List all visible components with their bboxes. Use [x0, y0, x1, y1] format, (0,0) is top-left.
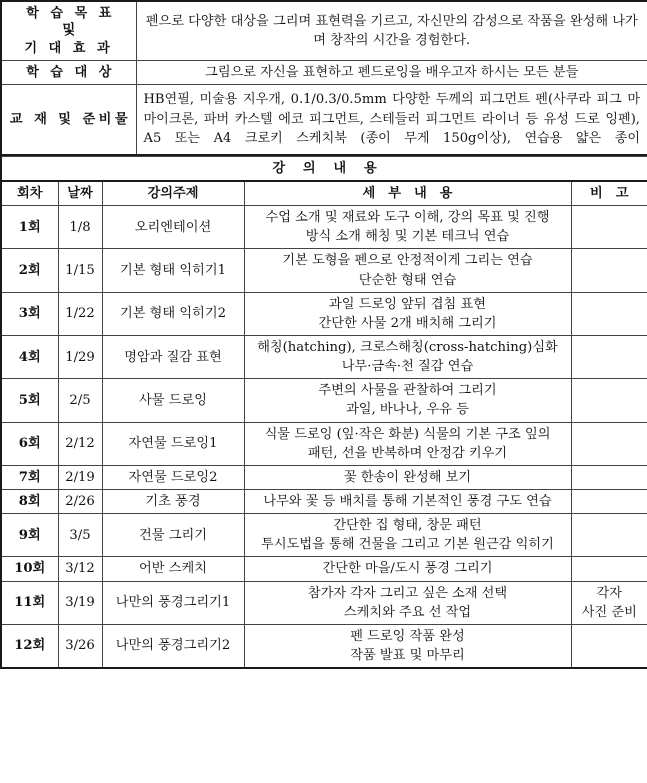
- cell-topic: [102, 557, 244, 581]
- cell-remark: [571, 379, 647, 422]
- detail-line1: 간단한 집 형태, 창문 패턴: [333, 518, 482, 534]
- info-row-audience: [1, 60, 647, 84]
- cell-topic: [102, 514, 244, 557]
- cell-remark: [571, 249, 647, 292]
- cell-session: [1, 624, 58, 668]
- label-objective-line2: 및: [62, 22, 76, 39]
- detail-line1: 수업 소개 및 재료와 도구 이해, 강의 목표 및 진행: [265, 210, 550, 226]
- date-value: 2/12: [65, 436, 95, 452]
- session-value: 7회: [18, 469, 41, 485]
- cell-topic: [102, 489, 244, 513]
- date-value: 3/26: [65, 638, 95, 654]
- cell-remark: [571, 422, 647, 465]
- detail-line1: 주변의 사물을 관찰하여 그리기: [318, 383, 497, 399]
- table-row: [1, 624, 647, 668]
- header-remark: 비 고: [571, 181, 647, 206]
- cell-detail: [244, 624, 571, 668]
- cell-remark: [571, 557, 647, 581]
- value-audience: 그림으로 자신을 표현하고 펜드로잉을 배우고자 하시는 모든 분들: [136, 60, 647, 84]
- cell-remark: [571, 465, 647, 489]
- info-row-objective: [1, 1, 647, 60]
- cell-topic: [102, 292, 244, 335]
- cell-session: [1, 557, 58, 581]
- session-value: 5회: [18, 392, 41, 408]
- date-value: 2/19: [65, 469, 95, 485]
- cell-remark: [571, 292, 647, 335]
- date-value: 3/5: [69, 527, 91, 543]
- header-session: 회차: [1, 181, 58, 206]
- cell-detail: [244, 335, 571, 378]
- info-row-materials: [1, 84, 647, 154]
- date-value: 1/29: [65, 349, 95, 365]
- cell-session: [1, 514, 58, 557]
- value-objective: [136, 1, 647, 60]
- topic-value: 건물 그리기: [139, 527, 207, 543]
- detail-line2: 나무·금속·천 질감 연습: [341, 359, 474, 375]
- cell-session: [1, 379, 58, 422]
- detail-line2: 방식 소개 해칭 및 기본 테크닉 연습: [305, 229, 510, 245]
- detail-line1: 해칭(hatching), 크로스해칭(cross-hatching)심화: [257, 339, 558, 355]
- table-row: [1, 465, 647, 489]
- remark-line2: 사진 준비: [581, 604, 637, 620]
- cell-topic: [102, 624, 244, 668]
- topic-value: 나만의 풍경그리기1: [115, 595, 231, 611]
- session-value: 1회: [18, 219, 41, 235]
- cell-topic: [102, 379, 244, 422]
- topic-value: 나만의 풍경그리기2: [115, 638, 231, 654]
- cell-detail: [244, 292, 571, 335]
- detail-line2: 과일, 바나나, 우유 등: [346, 402, 469, 418]
- cell-topic: [102, 206, 244, 249]
- value-materials-line1: HB연필, 미술용 지우개, 0.1/0.3/0.5mm 다양한 두께의 피그먼트 펜(사쿠라 피그: [143, 91, 622, 107]
- table-row: [1, 557, 647, 581]
- cell-detail: [244, 489, 571, 513]
- detail-line1: 참가자 각자 그리고 싶은 소재 선택: [307, 585, 508, 601]
- session-value: 6회: [18, 436, 41, 452]
- cell-session: [1, 335, 58, 378]
- cell-session: [1, 422, 58, 465]
- schedule-banner-row: [1, 156, 647, 181]
- session-value: 12회: [14, 638, 46, 654]
- cell-detail: [244, 581, 571, 624]
- session-value: 2회: [18, 262, 41, 278]
- topic-value: 기초 풍경: [145, 493, 201, 509]
- value-materials: [136, 84, 647, 154]
- cell-date: [58, 489, 102, 513]
- label-materials: 교 재 및 준비물: [1, 84, 136, 154]
- detail-line2: 투시도법을 통해 건물을 그리고 기본 원근감 익히기: [261, 537, 554, 553]
- detail-line1: 식물 드로잉 (잎·작은 화분) 식물의 기본 구조 잎의: [264, 426, 551, 442]
- date-value: 1/15: [65, 262, 95, 278]
- date-value: 2/5: [69, 392, 91, 408]
- cell-date: [58, 249, 102, 292]
- schedule-banner-title: 강 의 내 용: [1, 156, 647, 181]
- topic-value: 명암과 질감 표현: [124, 349, 222, 365]
- cell-session: [1, 249, 58, 292]
- topic-value: 오리엔테이션: [134, 219, 212, 235]
- cell-detail: [244, 514, 571, 557]
- date-value: 3/19: [65, 595, 95, 611]
- topic-value: 자연물 드로잉2: [128, 469, 218, 485]
- detail-line1: 간단한 마을/도시 풍경 그리기: [322, 561, 493, 577]
- cell-detail: [244, 249, 571, 292]
- cell-date: [58, 206, 102, 249]
- topic-value: 사물 드로잉: [139, 392, 207, 408]
- session-value: 9회: [18, 527, 41, 543]
- table-row: [1, 581, 647, 624]
- cell-session: [1, 206, 58, 249]
- cell-topic: [102, 581, 244, 624]
- table-row: [1, 379, 647, 422]
- header-topic: 강의주제: [102, 181, 244, 206]
- table-row: [1, 335, 647, 378]
- cell-date: [58, 335, 102, 378]
- cell-remark: [571, 514, 647, 557]
- detail-line1: 펜 드로잉 작품 완성: [350, 628, 465, 644]
- topic-value: 자연물 드로잉1: [128, 436, 218, 452]
- topic-value: 기본 형태 익히기2: [120, 306, 226, 322]
- label-objective-line3: 기 대 효 과: [24, 40, 114, 56]
- cell-date: [58, 292, 102, 335]
- value-objective-line2: 완성해 나가며 창작의 시간을 경험한다.: [313, 13, 638, 48]
- label-objective: [1, 1, 136, 60]
- cell-remark: [571, 335, 647, 378]
- detail-line2: 단순한 형태 연습: [358, 272, 457, 288]
- label-objective-line1: 학 습 목 표: [26, 6, 115, 21]
- topic-value: 기본 형태 익히기1: [120, 262, 226, 278]
- schedule-table: [0, 156, 647, 669]
- cell-detail: [244, 206, 571, 249]
- cell-topic: [102, 465, 244, 489]
- cell-session: [1, 292, 58, 335]
- cell-session: [1, 489, 58, 513]
- date-value: 1/8: [69, 219, 91, 235]
- value-materials-line2: 마 마이크론, 파버 카스텔 에코 피그먼트, 스테들러 피그먼트 라이너 등 유성 드로: [143, 91, 640, 127]
- table-row: [1, 206, 647, 249]
- session-value: 8회: [18, 493, 41, 509]
- table-row: [1, 422, 647, 465]
- table-row: [1, 514, 647, 557]
- cell-remark: [571, 581, 647, 624]
- cell-date: [58, 514, 102, 557]
- cell-date: [58, 581, 102, 624]
- session-value: 10회: [14, 561, 46, 577]
- detail-line2: 스케치와 주요 선 작업: [343, 604, 472, 620]
- remark-line1: 각자: [596, 585, 623, 601]
- cell-topic: [102, 249, 244, 292]
- cell-date: [58, 379, 102, 422]
- cell-topic: [102, 335, 244, 378]
- table-row: [1, 489, 647, 513]
- detail-line1: 기본 도형을 펜으로 안정적이게 그리는 연습: [282, 253, 533, 269]
- cell-date: [58, 557, 102, 581]
- cell-remark: [571, 489, 647, 513]
- label-audience: 학 습 대 상: [1, 60, 136, 84]
- date-value: 2/26: [65, 493, 95, 509]
- cell-remark: [571, 624, 647, 668]
- detail-line1: 꽃 한송이 완성해 보기: [343, 469, 472, 485]
- cell-session: [1, 581, 58, 624]
- value-objective-line1: 펜으로 다양한 대상을 그리며 표현력을 기르고, 자신만의 감성으로 작품을: [145, 13, 566, 29]
- cell-date: [58, 465, 102, 489]
- date-value: 3/12: [65, 561, 95, 577]
- detail-line1: 과일 드로잉 앞뒤 겹침 표현: [329, 296, 486, 312]
- cell-remark: [571, 206, 647, 249]
- cell-detail: [244, 557, 571, 581]
- header-detail: 세 부 내 용: [244, 181, 571, 206]
- detail-line1: 나무와 꽃 등 배치를 통해 기본적인 풍경 구도 연습: [263, 493, 552, 509]
- session-value: 4회: [18, 349, 41, 365]
- cell-session: [1, 465, 58, 489]
- cell-detail: [244, 379, 571, 422]
- date-value: 1/22: [65, 306, 95, 322]
- session-value: 11회: [14, 595, 46, 611]
- session-value: 3회: [18, 306, 41, 322]
- value-materials-line3: 잉펜), A5 또는 A4 크로키 스케치북 (종이 무게 150g이상), 연습용 얇은 종이: [143, 111, 640, 147]
- topic-value: 어반 스케치: [139, 561, 207, 577]
- cell-date: [58, 624, 102, 668]
- header-date: 날짜: [58, 181, 102, 206]
- cell-detail: [244, 465, 571, 489]
- course-info-table: [0, 0, 647, 156]
- detail-line2: 패턴, 선을 반복하며 안정감 키우기: [307, 445, 508, 461]
- table-row: [1, 292, 647, 335]
- detail-line2: 작품 발표 및 마무리: [350, 647, 465, 663]
- cell-topic: [102, 422, 244, 465]
- schedule-header-row: [1, 181, 647, 206]
- cell-date: [58, 422, 102, 465]
- table-row: [1, 249, 647, 292]
- detail-line2: 간단한 사물 2개 배치해 그리기: [318, 315, 497, 331]
- cell-detail: [244, 422, 571, 465]
